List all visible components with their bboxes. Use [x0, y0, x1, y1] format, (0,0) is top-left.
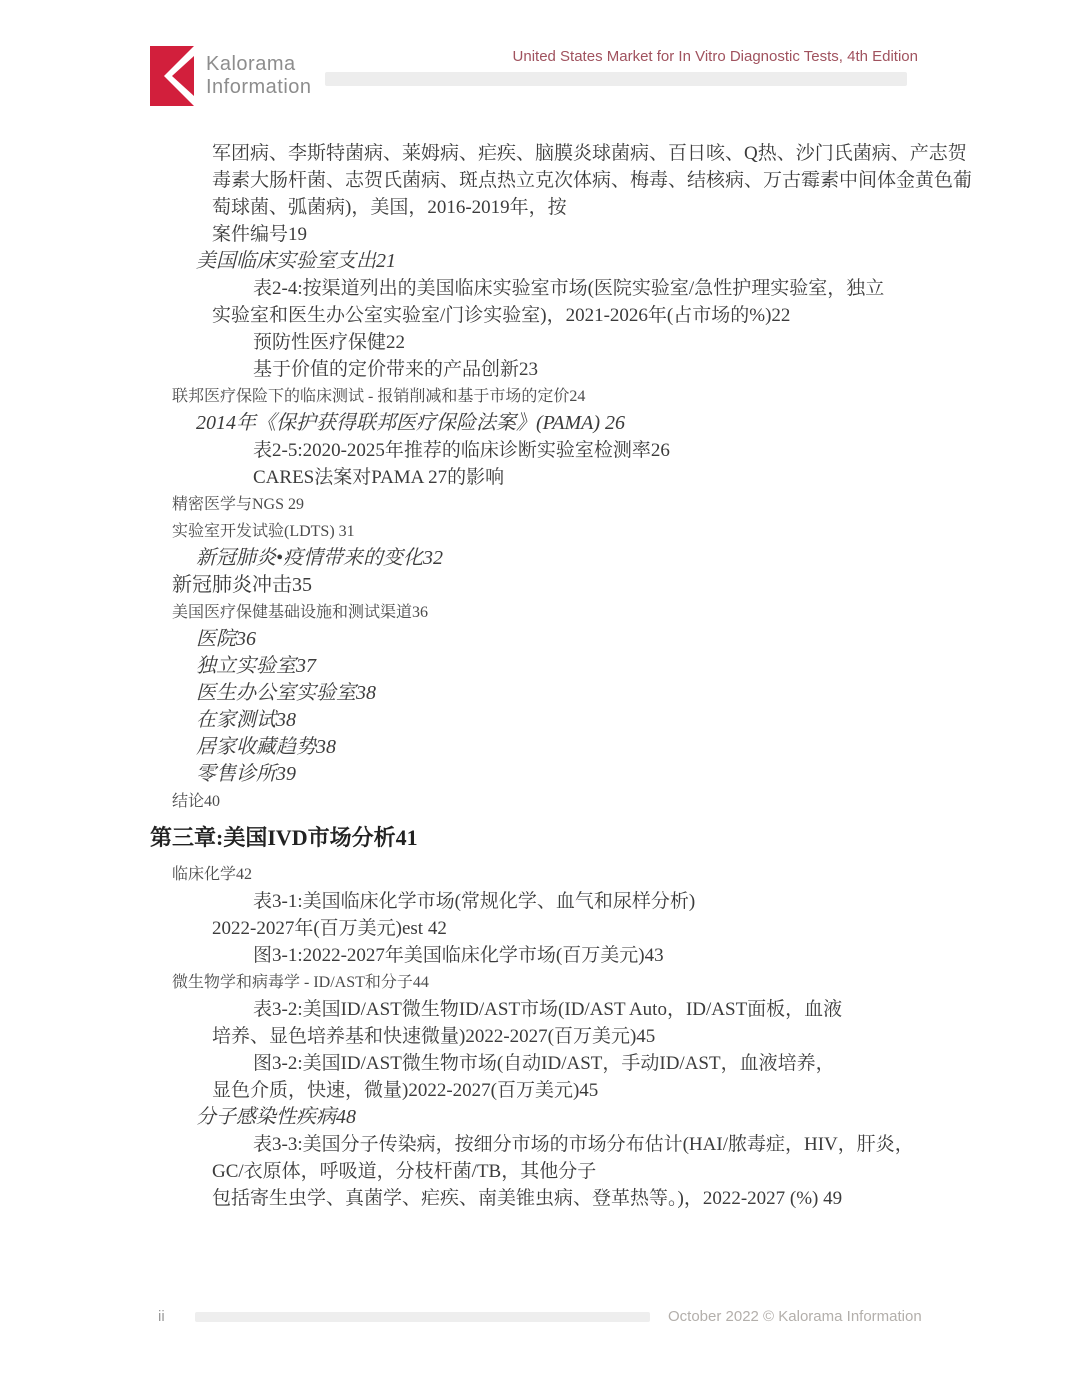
- toc-section-heading: 医生办公室实验室38: [196, 682, 376, 704]
- toc-table-entry: 表3-3:美国分子传染病，按细分市场的市场分布估计(HAI/脓毒症，HIV，肝炎，: [253, 1134, 914, 1155]
- toc-table-entry: 表2-4:按渠道列出的美国临床实验室市场(医院实验室/急性护理实验室，独立: [253, 278, 885, 299]
- toc-section: 实验室开发试验(LDTS) 31: [172, 523, 355, 540]
- report-title: United States Market for In Vitro Diagnostic Tests, 4th Edition: [512, 48, 918, 65]
- footer-divider-bar: [195, 1312, 650, 1322]
- toc-section-heading: 2014年《保护获得联邦医疗保险法案》(PAMA) 26: [196, 412, 626, 434]
- toc-section-heading: 零售诊所39: [196, 763, 296, 785]
- toc-section: 美国医疗保健基础设施和测试渠道36: [172, 604, 429, 621]
- toc-line: 2022-2027年(百万美元)est 42: [212, 918, 447, 939]
- toc-section-heading: 医院36: [196, 628, 256, 650]
- toc-section: 结论40: [172, 793, 221, 810]
- toc-section: 临床化学42: [172, 866, 253, 883]
- toc-section-heading: 居家收藏趋势38: [196, 736, 336, 758]
- kalorama-logo-icon: [150, 46, 194, 106]
- toc-section-heading: 分子感染性疾病48: [196, 1106, 356, 1128]
- toc-table-entry: 表3-2:美国ID/AST微生物ID/AST市场(ID/AST Auto，ID/AST面板，血液: [253, 999, 843, 1020]
- toc-line: 萄球菌、弧菌病)，美国，2016-2019年，按: [212, 197, 567, 218]
- table-of-contents: [150, 140, 973, 1212]
- footer-copyright: October 2022 © Kalorama Information: [668, 1308, 922, 1325]
- toc-section: 精密医学与NGS 29: [172, 496, 305, 513]
- toc-section-heading: 在家测试38: [196, 709, 296, 731]
- toc-line: 包括寄生虫学、真菌学、疟疾、南美锥虫病、登革热等。)，2022-2027 (%) 49: [212, 1188, 843, 1209]
- toc-entry: CARES法案对PAMA 27的影响: [253, 467, 505, 488]
- brand-line1: Kalorama: [206, 53, 296, 75]
- toc-line: 案件编号19: [212, 224, 308, 245]
- brand-name: [206, 53, 312, 99]
- toc-figure-entry: 图3-1:2022-2027年美国临床化学市场(百万美元)43: [253, 945, 664, 966]
- toc-section: 微生物学和病毒学 - ID/AST和分子44: [172, 974, 429, 991]
- toc-section: 联邦医疗保险下的临床测试 - 报销削减和基于市场的定价24: [172, 388, 586, 405]
- kalorama-logo: [150, 46, 312, 106]
- toc-section: 新冠肺炎冲击35: [172, 574, 312, 596]
- toc-figure-entry: 图3-2:美国ID/AST微生物市场(自动ID/AST，手动ID/AST，血液培养，: [253, 1053, 835, 1074]
- header-divider-bar: [325, 72, 907, 86]
- toc-entry: 预防性医疗保健22: [253, 332, 406, 353]
- toc-entry: 基于价值的定价带来的产品创新23: [253, 359, 539, 380]
- toc-section-heading: 独立实验室37: [196, 655, 316, 677]
- toc-line: 培养、显色培养基和快速微量)2022-2027(百万美元)45: [212, 1026, 656, 1047]
- toc-section-heading: 新冠肺炎•疫情带来的变化32: [196, 547, 444, 569]
- toc-line: GC/衣原体，呼吸道，分枝杆菌/TB，其他分子: [212, 1161, 597, 1182]
- toc-line: 实验室和医生办公室实验室/门诊实验室)，2021-2026年(占市场的%)22: [212, 305, 791, 326]
- brand-line2: Information: [206, 76, 312, 98]
- toc-table-entry: 表3-1:美国临床化学市场(常规化学、血气和尿样分析): [253, 891, 696, 912]
- page-number: ii: [158, 1308, 165, 1325]
- toc-line: 军团病、李斯特菌病、莱姆病、疟疾、脑膜炎球菌病、百日咳、Q热、沙门氏菌病、产志贺: [212, 143, 967, 164]
- toc-table-entry: 表2-5:2020-2025年推荐的临床诊断实验室检测率26: [253, 440, 670, 461]
- toc-section-heading: 美国临床实验室支出21: [196, 250, 396, 272]
- toc-line: 显色介质，快速，微量)2022-2027(百万美元)45: [212, 1080, 599, 1101]
- toc-line: 毒素大肠杆菌、志贺氏菌病、斑点热立克次体病、梅毒、结核病、万古霉素中间体金黄色葡: [212, 170, 973, 191]
- toc-chapter-heading: 第三章:美国IVD市场分析41: [150, 825, 418, 850]
